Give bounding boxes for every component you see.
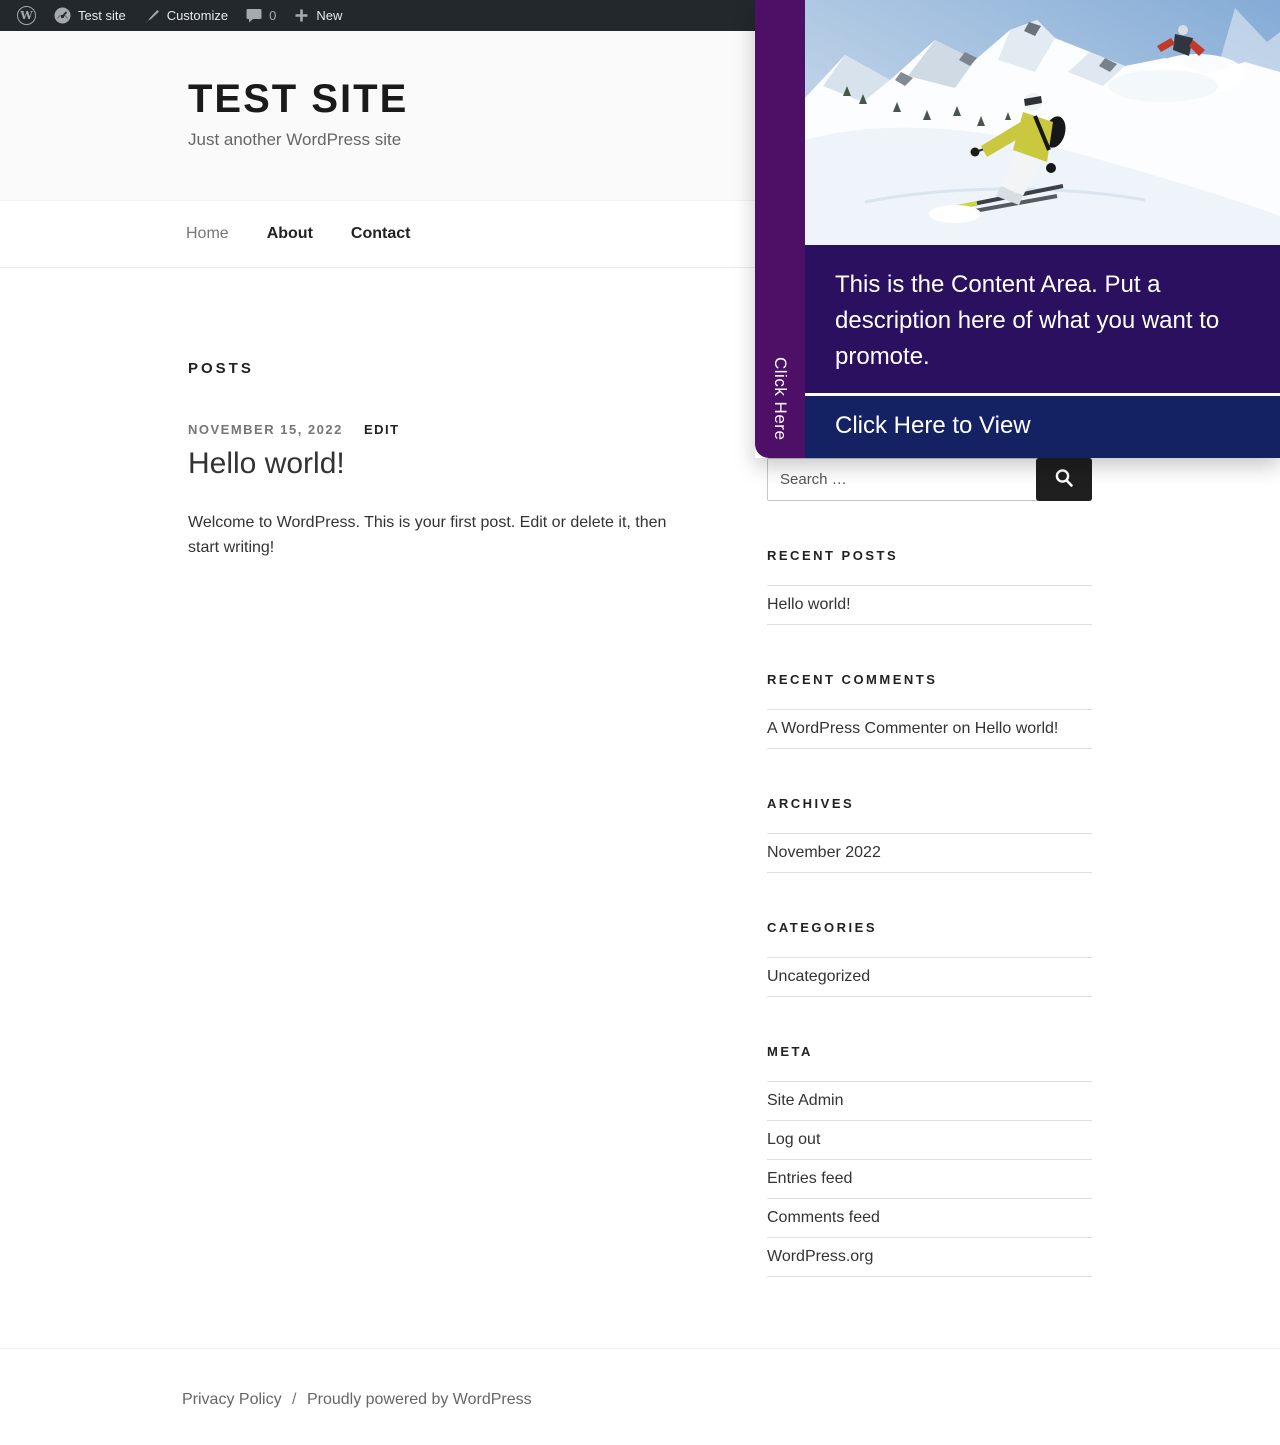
categories-widget — [767, 920, 1092, 997]
meta-log-out-link[interactable]: Log out — [767, 1131, 821, 1148]
nav-item-about[interactable]: About — [266, 225, 313, 242]
promo-description: This is the Content Area. Put a description here of what you want to promote. — [805, 245, 1280, 393]
privacy-policy-link[interactable]: Privacy Policy — [182, 1391, 282, 1408]
recent-posts-widget — [767, 548, 1092, 625]
meta-title: META — [767, 1044, 813, 1059]
search-button[interactable] — [1036, 458, 1092, 501]
wp-logo-menu[interactable] — [8, 0, 45, 31]
site-footer — [0, 1348, 1280, 1445]
paintbrush-icon — [144, 8, 160, 24]
categories-title: CATEGORIES — [767, 920, 877, 935]
post-date-link[interactable]: NOVEMBER 15, 2022 — [188, 422, 343, 437]
promo-popup — [755, 0, 1280, 458]
promo-ski-image — [805, 0, 1280, 245]
archives-title: ARCHIVES — [767, 796, 855, 811]
posts-section-title: POSTS — [188, 360, 254, 377]
post-article — [188, 422, 733, 561]
meta-comments-feed-link[interactable]: Comments feed — [767, 1209, 880, 1226]
recent-comments-title: RECENT COMMENTS — [767, 672, 938, 687]
admin-bar-customize[interactable] — [135, 0, 237, 31]
admin-bar-site-label: Test site — [78, 8, 126, 23]
list-item — [767, 585, 1092, 624]
meta-widget — [767, 1044, 1092, 1277]
list-item — [767, 709, 1092, 748]
list-item — [767, 1237, 1092, 1276]
list-item — [767, 1159, 1092, 1198]
promo-cta-button[interactable]: Click Here to View — [805, 393, 1280, 458]
recent-post-link[interactable]: Hello world! — [767, 596, 851, 613]
post-body-text: Welcome to WordPress. This is your first post. Edit or delete it, then start writing! — [188, 514, 667, 556]
archive-link[interactable]: November 2022 — [767, 844, 881, 861]
list-item — [767, 1198, 1092, 1237]
comment-post-link[interactable]: Hello world! — [974, 720, 1059, 737]
site-tagline: Just another WordPress site — [188, 130, 402, 149]
admin-bar-customize-label: Customize — [166, 8, 229, 23]
meta-entries-feed-link[interactable]: Entries feed — [767, 1170, 853, 1187]
archives-widget — [767, 796, 1092, 873]
post-title-link[interactable]: Hello world! — [188, 447, 345, 480]
admin-bar-new[interactable] — [285, 0, 351, 31]
footer-separator: / — [292, 1391, 297, 1408]
wordpress-logo-icon: W — [17, 6, 36, 25]
promo-panel — [805, 0, 1280, 458]
comment-bubble-icon — [246, 8, 262, 23]
nav-item-home[interactable]: Home — [186, 225, 229, 242]
posts-column — [188, 268, 733, 577]
meta-wordpress-org-link[interactable]: WordPress.org — [767, 1248, 874, 1265]
post-meta — [188, 422, 733, 437]
list-item — [767, 833, 1092, 872]
post-edit-link[interactable]: EDIT — [363, 422, 400, 437]
admin-bar-comments[interactable] — [237, 0, 285, 31]
plus-icon — [294, 8, 309, 23]
admin-bar-new-label: New — [316, 8, 343, 23]
comment-author-link[interactable]: A WordPress Commenter — [767, 720, 949, 737]
magnifier-icon — [1053, 467, 1075, 492]
promo-tab-label: Click Here — [771, 356, 790, 440]
list-item — [767, 1120, 1092, 1159]
meta-site-admin-link[interactable]: Site Admin — [767, 1092, 844, 1109]
list-item — [767, 957, 1092, 996]
promo-toggle-tab[interactable] — [755, 0, 805, 458]
category-link[interactable]: Uncategorized — [767, 968, 871, 985]
recent-posts-title: RECENT POSTS — [767, 548, 899, 563]
admin-bar-site-name[interactable] — [45, 0, 135, 31]
admin-bar-comments-count: 0 — [269, 8, 277, 23]
recent-comments-widget — [767, 672, 1092, 749]
comment-connector: on — [948, 720, 975, 737]
search-widget — [767, 458, 1092, 501]
site-title-link[interactable]: TEST SITE — [188, 77, 409, 121]
nav-item-contact[interactable]: Contact — [350, 225, 411, 242]
powered-by-link[interactable]: Proudly powered by WordPress — [306, 1391, 532, 1408]
list-item — [767, 1081, 1092, 1120]
dashboard-gauge-icon — [54, 7, 71, 24]
